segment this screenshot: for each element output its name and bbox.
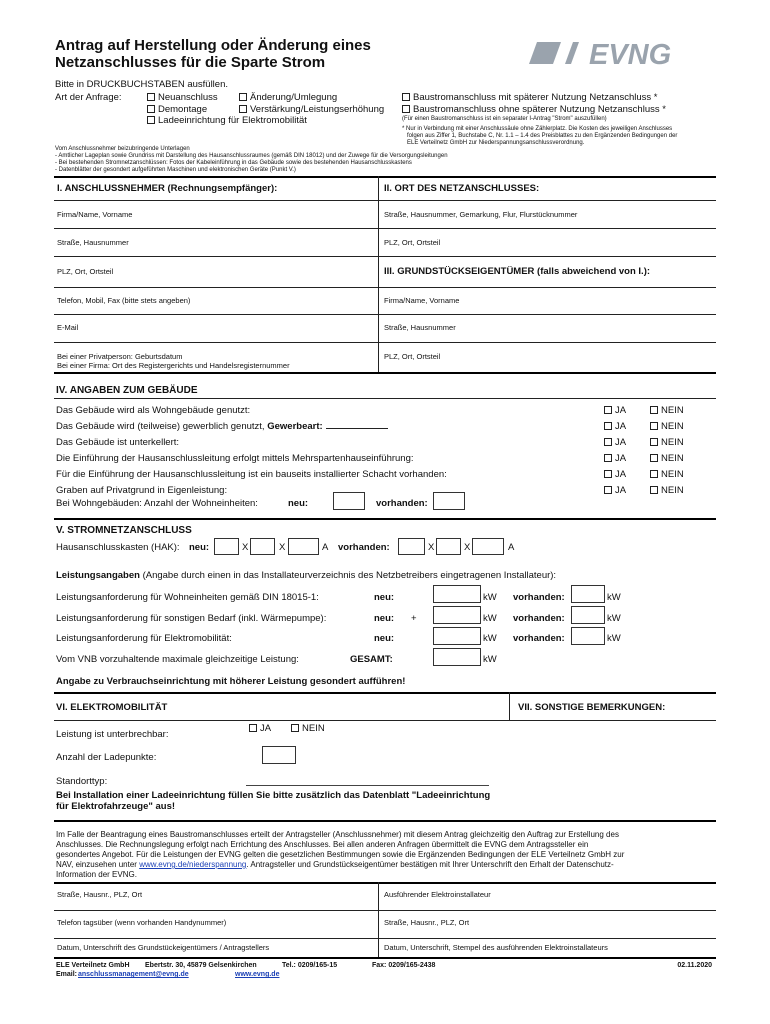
hak-x-3: X xyxy=(428,542,435,553)
ja-checkbox[interactable]: JA xyxy=(604,419,626,435)
leistung-vorhanden-input-2[interactable] xyxy=(571,606,605,624)
evng-logo xyxy=(527,38,717,68)
plus-sign: + xyxy=(411,613,417,624)
checkbox-icon[interactable] xyxy=(650,406,658,414)
row-mehrsparten: Die Einführung der Hausanschlussleitung erfolgt mittels Mehrspartenhauseinführung: xyxy=(56,453,414,464)
section-7-heading: VII. SONSTIGE BEMERKUNGEN: xyxy=(518,702,666,713)
checkbox-icon[interactable] xyxy=(249,724,257,732)
page-title xyxy=(55,37,371,71)
hak-vorhanden-input-2[interactable] xyxy=(436,538,461,555)
footer-tel: Tel.: 0209/165-15 xyxy=(282,962,338,969)
ja-column xyxy=(604,403,626,499)
hak-label: Hausanschlusskasten (HAK): xyxy=(56,542,180,553)
svg-text:EVNG: EVNG xyxy=(589,39,672,68)
sig-unterschrift-antragsteller[interactable]: Datum, Unterschrift des Grundstückeigentümers / Antragstellers xyxy=(57,943,270,952)
ja-checkbox[interactable]: JA xyxy=(604,451,626,467)
nein-checkbox[interactable]: NEIN xyxy=(650,483,684,499)
checkbox-icon[interactable] xyxy=(650,422,658,430)
ladepunkte-input[interactable] xyxy=(262,746,296,764)
checkbox-icon[interactable] xyxy=(650,438,658,446)
leistung-neu-input-1[interactable] xyxy=(433,585,481,603)
nein-checkbox[interactable]: NEIN xyxy=(650,451,684,467)
checkbox-icon[interactable] xyxy=(650,454,658,462)
footer-date: 02.11.2020 xyxy=(677,962,712,969)
nein-column xyxy=(650,403,684,499)
checkbox-icon[interactable] xyxy=(604,406,612,414)
kw-unit: kW xyxy=(607,633,621,644)
hak-vorhanden-input-1[interactable] xyxy=(398,538,425,555)
hak-x-2: X xyxy=(279,542,286,553)
checkbox-icon[interactable] xyxy=(147,116,155,124)
kw-unit: kW xyxy=(483,654,497,665)
section-5-heading: V. STROMNETZANSCHLUSS xyxy=(56,525,192,536)
baustrom-footnote: * Nur in Verbindung mit einer Anschlussäule ohne Zählerplatz. Die Kosten des jeweiligen Anschlusses folgen aus Ziffer 1, Buchstabe C, Nr. 1.1 – 1.4 des Preisblattes zu den Ergänzenden Bedingungen der ELE Verteilnetz GmbH zur Niederspannungsanschlussverordnung. xyxy=(402,126,678,146)
row-graben: Graben auf Privatgrund in Eigenleistung: xyxy=(56,485,228,496)
checkbox-icon[interactable] xyxy=(239,93,247,101)
leistung-row-emobil: Leistungsanforderung für Elektromobilität: xyxy=(56,633,232,644)
sig-strasse-left[interactable]: Straße, Hausnr., PLZ, Ort xyxy=(57,890,143,899)
leistung-row-gesamt: Vom VNB vorzuhaltende maximale gleichzeitige Leistung: xyxy=(56,654,299,665)
standorttyp-label: Standorttyp: xyxy=(56,776,108,787)
option-baustrom-mit[interactable]: Baustromanschluss mit späterer Nutzung Netzanschluss * xyxy=(402,92,666,104)
leistung-vorhanden-label-3: vorhanden: xyxy=(513,633,565,644)
wohneinheiten-label: Bei Wohngebäuden: Anzahl der Wohneinheiten: xyxy=(56,498,258,509)
option-aenderung[interactable]: Änderung/Umlegung xyxy=(239,92,384,104)
section-4-heading: IV. ANGABEN ZUM GEBÄUDE xyxy=(56,385,198,396)
leistung-neu-input-2[interactable] xyxy=(433,606,481,624)
nein-checkbox[interactable]: NEIN xyxy=(650,419,684,435)
row-schacht: Für die Einführung der Hausanschlussleitung ist ein bauseits installierter Schacht vorhanden: xyxy=(56,469,447,480)
sig-telefon[interactable]: Telefon tagsüber (wenn vorhanden Handynummer) xyxy=(57,918,227,927)
hak-neu-input-3[interactable] xyxy=(288,538,319,555)
art-label: Art der Anfrage: xyxy=(55,92,122,103)
option-verstaerkung[interactable]: Verstärkung/Leistungserhöhung xyxy=(239,104,384,116)
hak-vorhanden-label: vorhanden: xyxy=(338,542,390,553)
footer-fax: Fax: 0209/165-2438 xyxy=(372,962,436,969)
checkbox-icon[interactable] xyxy=(239,105,247,113)
hak-x-1: X xyxy=(242,542,249,553)
option-baustrom-ohne[interactable]: Baustromanschluss ohne späterer Nutzung Netzanschluss * xyxy=(402,104,666,116)
ja-checkbox[interactable]: JA xyxy=(604,403,626,419)
checkbox-icon[interactable] xyxy=(604,422,612,430)
option-demontage[interactable]: Demontage xyxy=(147,104,307,116)
field-anschlussnehmer-name[interactable]: Firma/Name, Vorname xyxy=(57,210,133,219)
sig-strasse-right[interactable]: Straße, Hausnr., PLZ, Ort xyxy=(384,918,470,927)
art-options-mid xyxy=(239,92,384,115)
unterbrechbar-nein[interactable]: NEIN xyxy=(291,723,325,734)
kw-unit: kW xyxy=(483,592,497,603)
nein-checkbox[interactable]: NEIN xyxy=(650,403,684,419)
checkbox-icon[interactable] xyxy=(604,454,612,462)
checkbox-icon[interactable] xyxy=(650,486,658,494)
field-anschlussnehmer-strasse[interactable]: Straße, Hausnummer xyxy=(57,238,129,247)
option-ladeeinrichtung[interactable]: Ladeeinrichtung für Elektromobilität xyxy=(147,115,307,127)
row-unterkellert: Das Gebäude ist unterkellert: xyxy=(56,437,180,448)
kw-unit: kW xyxy=(483,613,497,624)
ladepunkte-label: Anzahl der Ladepunkte: xyxy=(56,752,157,763)
documents-list: Vom Anschlussnehmer beizubringende Unterlagen - Amtlicher Lageplan sowie Grundriss mit Darstellung des Hausanschlussraumes (gemäß DIN 18012) und der Zuwege für die Versorgungsleitungen - Bei bestehenden Stromnetzanschlüssen: Fotos der Kabeleinführung in das Gebäude sowie des bestehenden Hausanschlusskastens - Datenblätter der gesondert aufgeführten Maschinen und elektronischen Geräte (Punkt V.) xyxy=(55,146,448,173)
footer-email-label: Email: xyxy=(56,971,78,978)
kw-unit: kW xyxy=(483,633,497,644)
field-ort-strasse[interactable]: Straße, Hausnummer, Gemarkung, Flur, Flurstücknummer xyxy=(384,210,578,219)
section-2-heading: II. ORT DES NETZANSCHLUSSES: xyxy=(384,183,540,194)
leistung-gesamt-input[interactable] xyxy=(433,648,481,666)
section-6-heading: VI. ELEKTROMOBILITÄT xyxy=(56,702,168,713)
sig-installateur[interactable]: Ausführender Elektroinstallateur xyxy=(384,890,491,899)
footer-company: ELE Verteilnetz GmbH xyxy=(56,962,130,969)
footer-web-link[interactable]: www.evng.de xyxy=(235,971,280,978)
footer-address: Ebertstr. 30, 45879 Gelsenkirchen xyxy=(145,962,257,969)
checkbox-icon[interactable] xyxy=(604,438,612,446)
unterbrechbar-label: Leistung ist unterbrechbar: xyxy=(56,729,169,740)
hak-neu-input-1[interactable] xyxy=(214,538,239,555)
checkbox-icon[interactable] xyxy=(604,470,612,478)
wohneinheiten-neu-input[interactable] xyxy=(333,492,365,510)
unterbrechbar-ja[interactable]: JA xyxy=(249,723,271,734)
leistung-neu-label-2: neu: xyxy=(374,613,395,624)
checkbox-icon[interactable] xyxy=(604,486,612,494)
leistung-vorhanden-input-1[interactable] xyxy=(571,585,605,603)
leistung-neu-label-3: neu: xyxy=(374,633,395,644)
kw-unit: kW xyxy=(607,592,621,603)
title-line-2: Netzanschlusses für die Sparte Strom xyxy=(55,54,326,71)
leistung-row-sonstiger: Leistungsanforderung für sonstigen Bedarf (inkl. Wärmepumpe): xyxy=(56,613,327,624)
baustrom-note: (Für einen Baustromanschluss ist ein separater I-Antrag "Strom" auszufüllen) xyxy=(402,116,607,122)
nein-checkbox[interactable]: NEIN xyxy=(650,435,684,451)
checkbox-icon[interactable] xyxy=(291,724,299,732)
kw-unit: kW xyxy=(607,613,621,624)
ja-checkbox[interactable]: JA xyxy=(604,435,626,451)
footer xyxy=(56,961,712,979)
hak-vorhanden-input-3[interactable] xyxy=(472,538,504,555)
leistung-vorhanden-label-2: vorhanden: xyxy=(513,613,565,624)
ladeeinrichtung-hinweis: Bei Installation einer Ladeeinrichtung füllen Sie bitte zusätzlich das Datenblatt "Ladeeinrichtung für Elektrofahrzeuge" aus! xyxy=(56,790,491,812)
checkbox-icon[interactable] xyxy=(147,105,155,113)
section-1-heading: I. ANSCHLUSSNEHMER (Rechnungsempfänger): xyxy=(57,183,278,194)
leistung-neu-input-3[interactable] xyxy=(433,627,481,645)
section-3-heading: III. GRUNDSTÜCKSEIGENTÜMER (falls abweichend von I.): xyxy=(384,266,651,277)
row-gewerblich: Das Gebäude wird (teilweise) gewerblich genutzt, Gewerbeart: xyxy=(56,419,716,435)
nein-checkbox[interactable]: NEIN xyxy=(650,467,684,483)
leistung-vorhanden-label-1: vorhanden: xyxy=(513,592,565,603)
footer-email-link[interactable]: anschlussmanagement@evng.de xyxy=(78,971,189,978)
checkbox-icon[interactable] xyxy=(402,105,410,113)
checkbox-icon[interactable] xyxy=(147,93,155,101)
ja-checkbox[interactable]: JA xyxy=(604,467,626,483)
hak-neu-input-2[interactable] xyxy=(250,538,275,555)
sig-unterschrift-installateur[interactable]: Datum, Unterschrift, Stempel des ausführenden Elektroinstallateurs xyxy=(384,943,608,952)
leistung-row-wohneinheiten: Leistungsanforderung für Wohneinheiten gemäß DIN 18015-1: xyxy=(56,592,319,603)
field-email[interactable]: E-Mail xyxy=(57,323,79,332)
gesamt-label: GESAMT: xyxy=(350,654,393,665)
title-line-1: Antrag auf Herstellung oder Änderung eines xyxy=(55,37,371,54)
option-neuanschluss[interactable]: Neuanschluss xyxy=(147,92,307,104)
checkbox-icon[interactable] xyxy=(402,93,410,101)
verbrauch-hinweis: Angabe zu Verbrauchseinrichtung mit höherer Leistung gesondert aufführen! xyxy=(56,676,406,687)
field-telefon[interactable]: Telefon, Mobil, Fax (bitte stets angeben) xyxy=(57,296,191,305)
field-geburtsdatum[interactable]: Bei einer Privatperson: Geburtsdatum Bei einer Firma: Ort des Registergerichts und Handelsregisternummer xyxy=(57,352,290,370)
leistung-neu-label-1: neu: xyxy=(374,592,395,603)
hak-a-1: A xyxy=(322,542,329,553)
hak-a-2: A xyxy=(508,542,515,553)
leistungsangaben-intro: Leistungsangaben (Angabe durch einen in das Installateurverzeichnis des Netzbetreibers eingetragenen Installateur): xyxy=(56,570,557,581)
field-eigentuemer-name[interactable]: Firma/Name, Vorname xyxy=(384,296,460,305)
field-eigentuemer-plz[interactable]: PLZ, Ort, Ortsteil xyxy=(384,352,441,361)
row-wohngebaeude: Das Gebäude wird als Wohngebäude genutzt: xyxy=(56,405,251,416)
standorttyp-line[interactable] xyxy=(246,785,489,786)
field-ort-plz[interactable]: PLZ, Ort, Ortsteil xyxy=(384,238,441,247)
wohneinheiten-vorhanden-input[interactable] xyxy=(433,492,465,510)
field-anschlussnehmer-plz[interactable]: PLZ, Ort, Ortsteil xyxy=(57,267,114,276)
instruction-text: Bitte in DRUCKBUCHSTABEN ausfüllen. xyxy=(55,79,228,90)
wohneinheiten-vorhanden-label: vorhanden: xyxy=(376,498,428,509)
checkbox-icon[interactable] xyxy=(650,470,658,478)
niederspannung-link[interactable]: www.evng.de/niederspannung xyxy=(139,860,247,869)
leistung-vorhanden-input-3[interactable] xyxy=(571,627,605,645)
hak-neu-label: neu: xyxy=(189,542,210,553)
ja-checkbox[interactable]: JA xyxy=(604,483,626,499)
art-options-right xyxy=(402,92,666,115)
legal-text: Im Falle der Beantragung eines Baustromanschlusses erteilt der Antragsteller (Anschlussnehmer) mit diesem Antrag gleichzeitig den Auftrag zur Erstellung des Anschlusses. Die Rechnungslegung erfolgt nach Errichtung des Anschlusses. Bei allen anderen Anfragen übermittelt die EVNG dem Antragssteller ein gesondertes Angebot. Für die Leistungen der EVNG gelten die gesetzlichen Bestimmungen sowie die Ergänzenden Bedingungen der ELE Verteilnetz GmbH zur NAV, einzusehen unter www.evng.de/niederspannung. Antragsteller und Grundstückseigentümer bestätigen mit Ihrer Unterschrift den Erhalt der Datenschutz- Information der EVNG. xyxy=(56,830,625,879)
wohneinheiten-neu-label: neu: xyxy=(288,498,309,509)
field-eigentuemer-strasse[interactable]: Straße, Hausnummer xyxy=(384,323,456,332)
hak-x-4: X xyxy=(464,542,471,553)
